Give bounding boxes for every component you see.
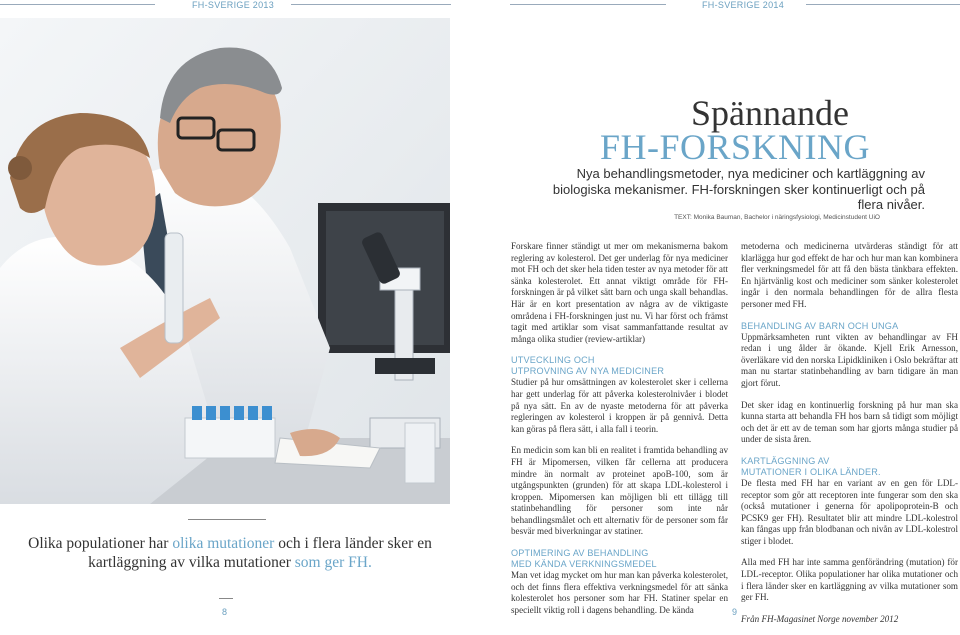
col1-heading-1-line1: UTVECKLING OCH <box>511 355 595 366</box>
col2-paragraph-2: Uppmärksamheten runt vikten av behandlingar av FH redan i ung ålder är ökande. Kjell Erik Arnesson, överläkare vid den norska Lipidkliniken i Oslo bekräftar att man nu startar statinbehandling av barn tidigare än man gjort förut. <box>741 331 958 388</box>
col2-paragraph-3: Det sker idag en kontinuerlig forskning på hur man ska kunna starta att behandla FH hos barn så tidigt som möjligt och det är ett av de teman som har gjorts många studier på under de sista åren. <box>741 399 958 445</box>
col1-paragraph-3: En medicin som kan bli en realitet i framtida behandling av FH är Mipomersen, vilken får cellerna att producera mindre än normalt av proteinet apoB-100, som är utgångspunkten (grunden) för att skapa LDL-kolesterol i kroppen. Mipomersen kan möjligen bli ett tillägg till statinbehandling för personer som inte når behandlingsmålet och ett alternativ för de personer som får besvär med biverkningar av statiner. <box>511 445 728 537</box>
col2-heading-1: BEHANDLING AV BARN OCH UNGA <box>741 320 899 331</box>
article-subtitle: Nya behandlingsmetoder, nya mediciner och kartläggning av biologiska mekanismer. FH-forskningen sker kontinuerligt och på flera nivåer. <box>552 166 925 212</box>
col1-heading-2-line1: OPTIMERING AV BEHANDLING <box>511 548 649 559</box>
article-column-2 <box>741 241 958 635</box>
col2-paragraph-5: Alla med FH har inte samma genförändring (mutation) för LDL-receptor. Olika populationer har olika mutationer och i flera länder sker en kartläggning av vilka mutationer som ger FH. <box>741 557 958 603</box>
col2-heading-2 <box>741 456 958 478</box>
lab-photo-illustration <box>0 18 450 504</box>
caption-text-1: Olika populationer har <box>28 535 173 552</box>
col1-heading-1 <box>511 355 728 377</box>
col1-heading-2 <box>511 548 728 570</box>
header-rule-left-2 <box>291 4 451 5</box>
col2-source-quote: Från FH-Magasinet Norge november 2012 <box>741 613 899 624</box>
col2-heading-2-line2: MUTATIONER I OLIKA LÄNDER. <box>741 466 881 477</box>
article-credit: TEXT: Monika Bauman, Bachelor i näringsfysiologi, Medicinstudent UiO <box>674 214 880 221</box>
col2-heading-2-line1: KARTLÄGGNING AV <box>741 455 830 466</box>
caption-highlight-1: olika mutationer <box>172 535 275 552</box>
article-title-line1: Spännande <box>691 93 849 133</box>
header-rule-right-1 <box>510 4 666 5</box>
header-rule-left-1 <box>0 4 155 5</box>
caption-text-2: och i flera länder sker en kartläggning av vilka mutationer <box>88 535 432 571</box>
col1-heading-2-line2: MED KÄNDA VERKNINGSMEDEL <box>511 559 657 570</box>
caption-rule-top <box>188 519 266 520</box>
col1-paragraph-1: Forskare finner ständigt ut mer om mekanismerna bakom reglering av kolesterol. Det ger underlag för nya mediciner mot FH och det sker hela tiden tester av nya metoder för att sänka kolesterolet. Ett annat viktigt område för FH-forskningen är på vilket sätt barn och unga skall behandlas. Här är en kort presentation av några av de viktigaste områdena i FH-forskningen just nu. Vi har först och främst tagit med artiklar som visat sammanfattande resultat av många olika studier (review-artiklar) <box>511 241 728 344</box>
photo-caption <box>20 534 440 572</box>
header-label-right: FH-SVERIGE 2014 <box>702 0 785 10</box>
header-label-left: FH-SVERIGE 2013 <box>192 0 275 10</box>
page-number-right: 9 <box>732 607 738 617</box>
lab-photo <box>0 18 450 504</box>
col1-heading-1-line2: UTPROVNING AV NYA MEDICINER <box>511 366 665 377</box>
page-number-left: 8 <box>222 607 228 617</box>
col2-paragraph-4: De flesta med FH har en variant av en gen för LDL-receptor som gör att receptoren inte fungerar som den ska (också mutationer i generna för apolipoprotein-B och PCSK9 ger FH). Resultatet blir att mindre LDL-kolestrol kan fångas upp från blodbanan och nivån av LDL-kolestrol stiger i blodet. <box>741 477 958 546</box>
header-rule-right-2 <box>806 4 960 5</box>
col1-paragraph-4: Man vet idag mycket om hur man kan påverka kolesterolet, och det finns flera effektiva verkningsmedel för att sänka kolesterolet hos personer som har FH. Statiner spelar en speciellt viktig roll i dagens behandling. De kända <box>511 570 728 615</box>
col1-paragraph-2: Studier på hur omsättningen av kolesterolet sker i cellerna har gett underlag för att påverka kolesterolnivåer i blodet på nya sätt. En av de nyaste metoderna för att påverka regleringen av kolesterol i kroppen är på gennivå. Detta kan göras på flera sätt, i alla fall i teorin. <box>511 377 728 434</box>
article-column-1 <box>511 241 728 626</box>
caption-rule-bottom <box>219 598 233 599</box>
col2-paragraph-1: metoderna och medicinerna utvärderas ständigt för att klarlägga hur god effekt de har och hur man kan kombinera fler verkningsmedel för att få den bästa tänkbara effekten. En hjärtvänlig kost och mediciner som sänker kolesterolet ingår i den normala behandlingen för de allra flesta personer med FH. <box>741 241 958 309</box>
caption-highlight-2: som ger FH. <box>294 554 372 571</box>
article-title-line2: FH-FORSKNING <box>599 127 871 167</box>
